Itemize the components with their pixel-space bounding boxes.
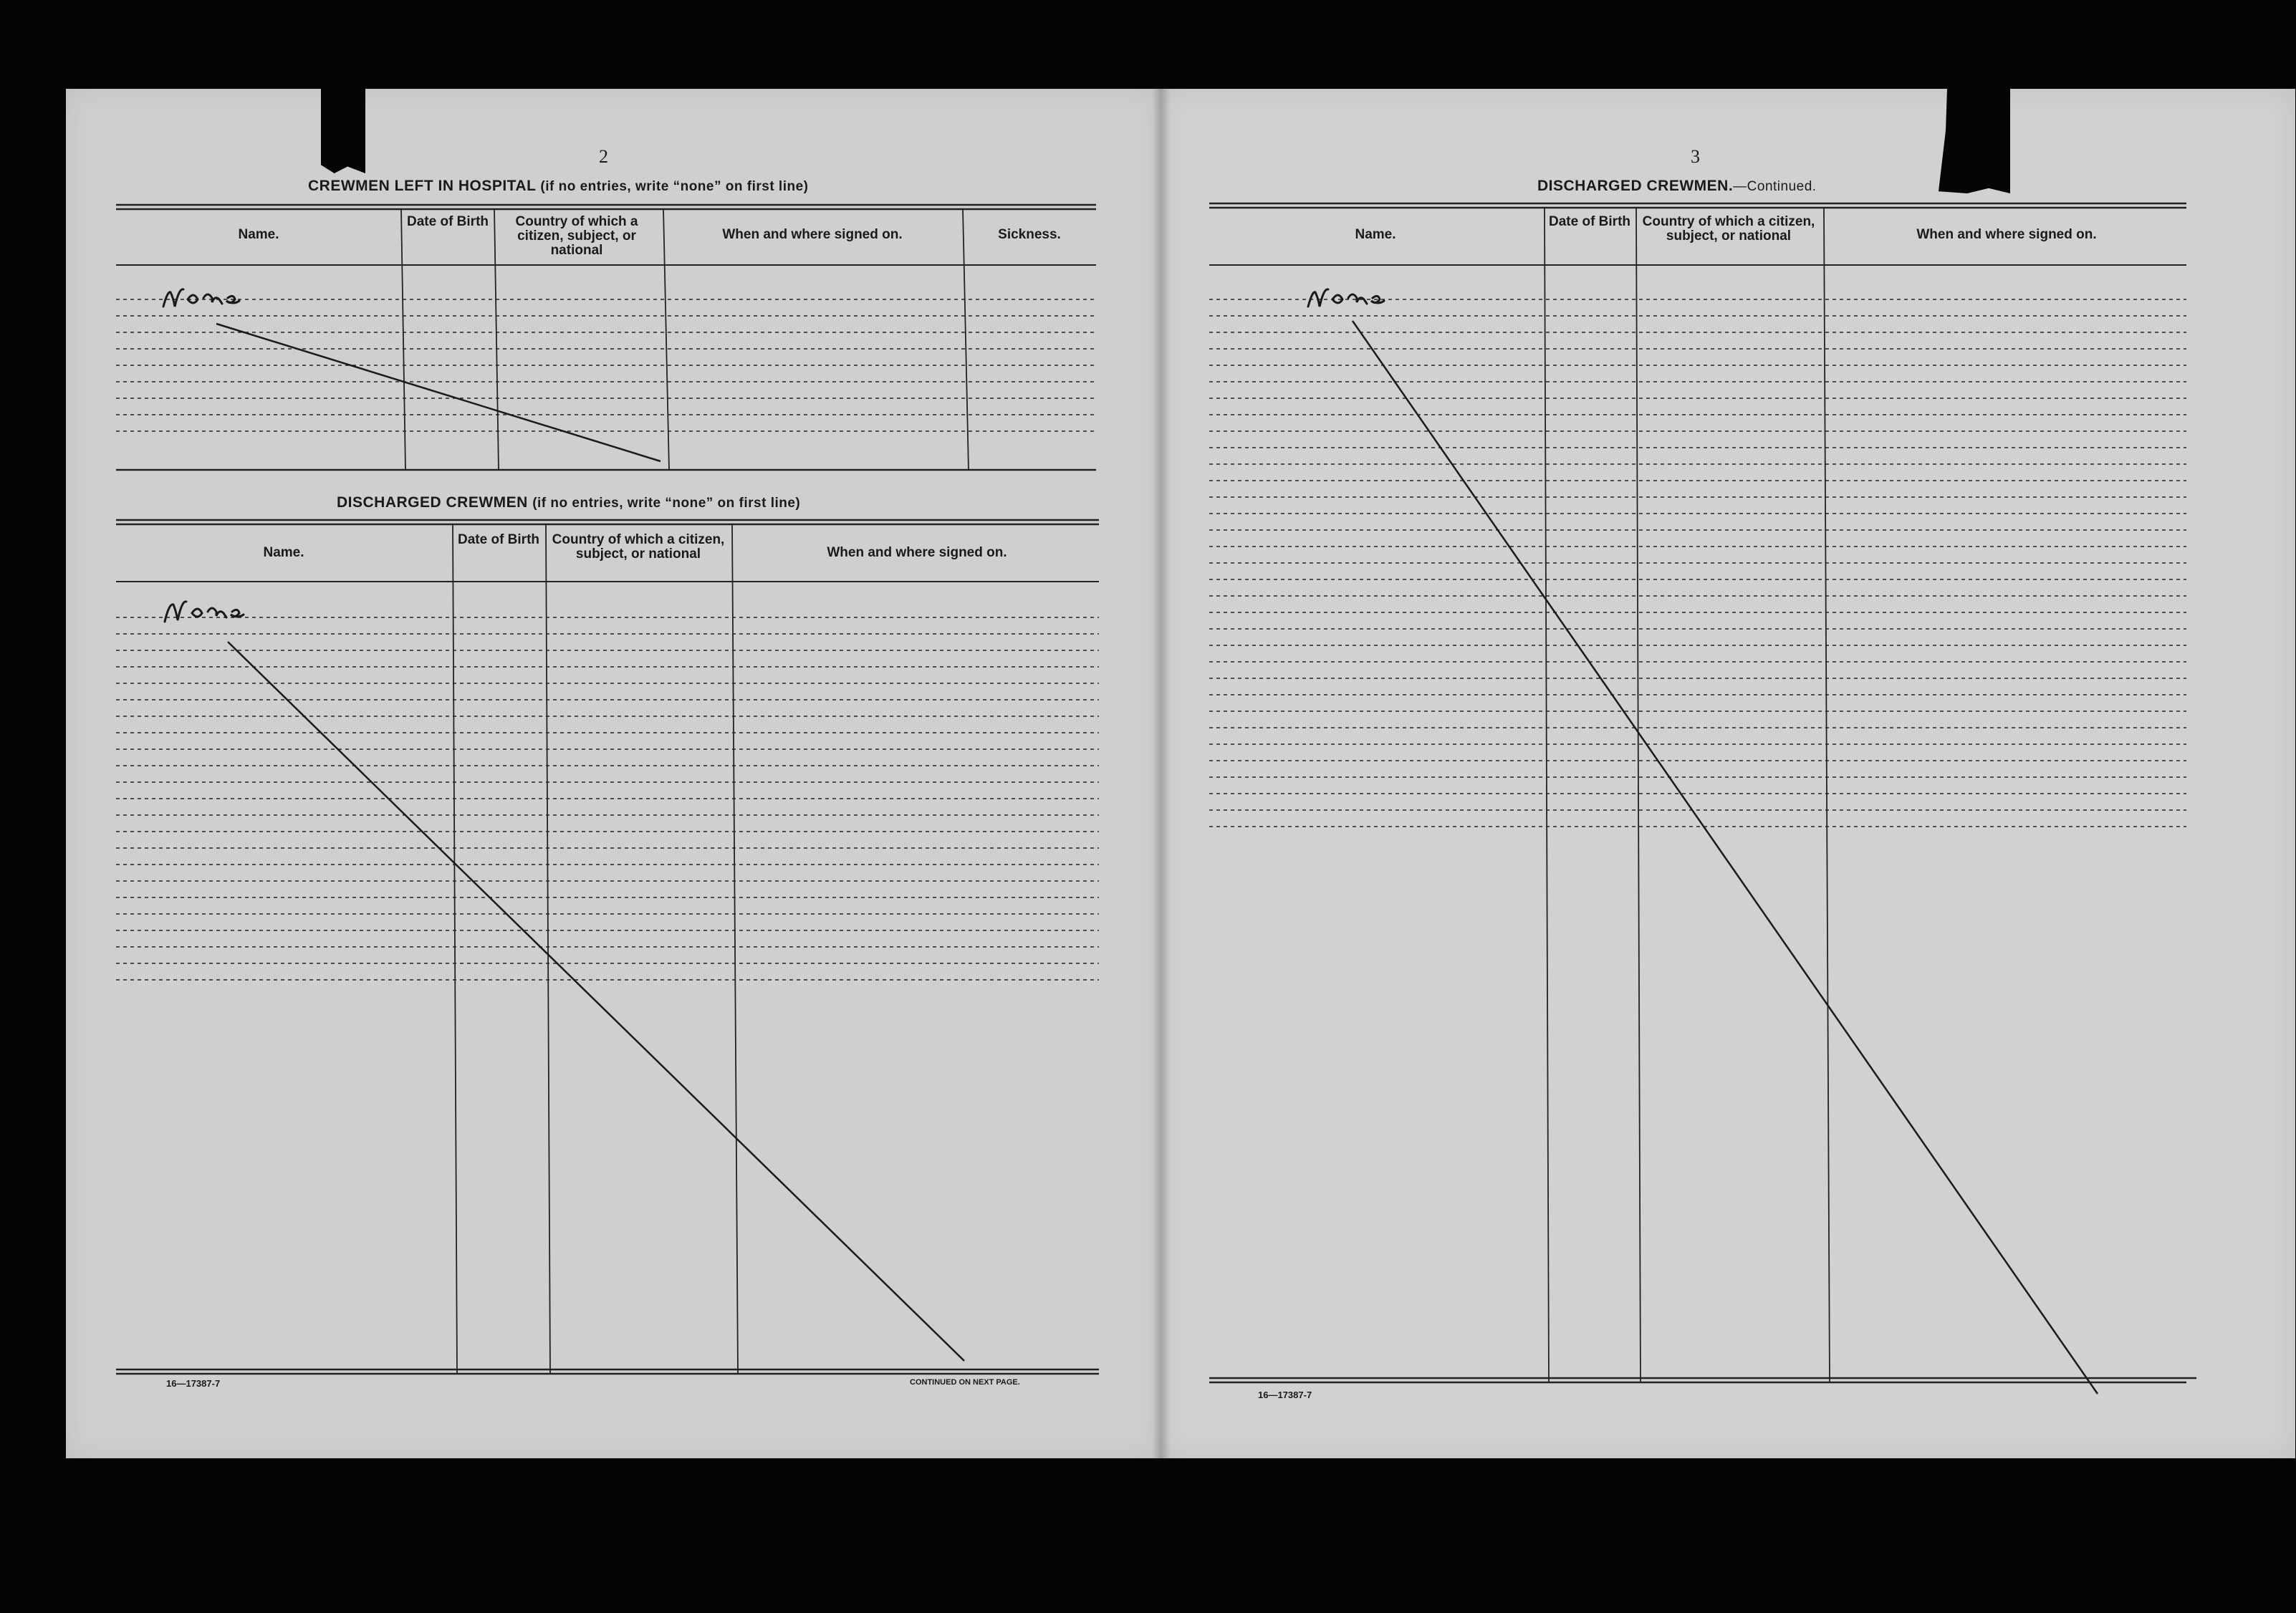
col-hosp-country: Country of which a citizen, subject, or national: [515, 214, 638, 258]
continued-col-line: [1545, 208, 1549, 1382]
hospital-instruction: (if no entries, write “none” on first line): [540, 179, 809, 194]
discharged-col-line: [546, 524, 550, 1374]
right-title-suffix: —Continued.: [1733, 179, 1817, 194]
col-hosp-dob: Date of Birth: [407, 214, 489, 229]
col-r-dob: Date of Birth: [1549, 214, 1630, 229]
discharged-col-line: [732, 524, 738, 1374]
form-number-left: 16—17387-7: [166, 1378, 221, 1389]
col-hosp-name: Name.: [238, 227, 279, 242]
col-r-country: Country of which a citizen, subject, or national: [1642, 214, 1815, 244]
form-number-right: 16—17387-7: [1258, 1390, 1312, 1400]
handwriting-none-hospital: [163, 289, 239, 307]
hospital-title-text: CREWMEN LEFT IN HOSPITAL: [308, 178, 537, 194]
discharged-col-line: [453, 524, 457, 1374]
col-dis-name: Name.: [263, 545, 304, 560]
continued-col-line: [1824, 208, 1830, 1382]
continued-col-line: [1636, 208, 1641, 1382]
col-r-signed: When and where signed on.: [1916, 227, 2097, 242]
col-dis-country: Country of which a citizen, subject, or national: [552, 532, 725, 562]
col-hosp-signed: When and where signed on.: [722, 227, 903, 242]
col-hosp-sickness: Sickness.: [998, 227, 1061, 242]
discharged-title-text: DISCHARGED CREWMEN: [337, 494, 528, 511]
strike-hospital: [216, 324, 661, 461]
right-title-text: DISCHARGED CREWMEN.: [1537, 178, 1734, 194]
page-number-left: 2: [599, 146, 608, 167]
col-dis-signed: When and where signed on.: [827, 545, 1007, 560]
handwriting-none-discharged: [165, 602, 244, 622]
col-r-name: Name.: [1355, 227, 1396, 242]
handwriting-none-right: [1308, 289, 1384, 307]
continued-note: CONTINUED ON NEXT PAGE.: [910, 1378, 1020, 1387]
discharged-instruction: (if no entries, write “none” on first line): [532, 496, 801, 511]
strike-right: [1353, 321, 2098, 1394]
col-dis-dob: Date of Birth: [458, 532, 539, 547]
page-number-right: 3: [1691, 146, 1700, 167]
